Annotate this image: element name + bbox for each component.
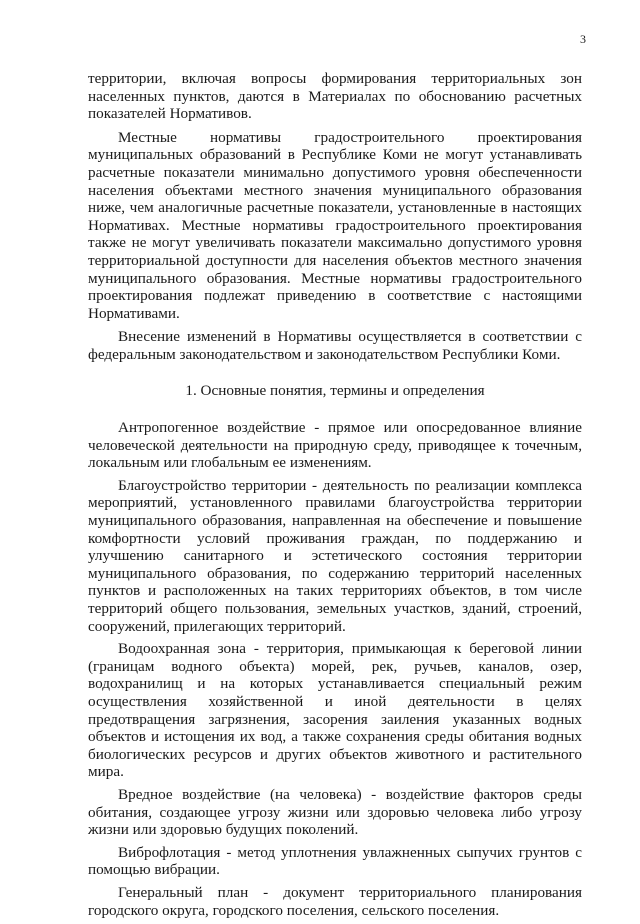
definition-vibroflotation: Виброфлотация - метод уплотнения увлажненных сыпучих грунтов с помощью вибрации. [88,843,582,879]
definition-harmful-impact: Вредное воздействие (на человека) - воздействие факторов среды обитания, создающее угрозу жизни или здоровью человека либо угрозу жизни или здоровью будущих поколений. [88,785,582,839]
document-body [88,70,582,924]
definitions-list [88,419,582,919]
page-number: 3 [580,32,586,46]
definition-anthropogenic-impact: Антропогенное воздействие - прямое или опосредованное влияние человеческой деятельности на природную среду, приводящее к точечным, локальным или глобальным ее изменениям. [88,419,582,472]
definition-water-protection-zone: Водоохранная зона - территория, примыкающая к береговой линии (границам водного объекта) морей, рек, ручьев, каналов, озер, водохранилищ и на которых устанавливается специальный режим осуществления хозяйственной и иной деятельности в целях предотвращения загрязнения, засорения заиления указанных водных объектов и истощения их вод, а также сохранения среды обитания водных биологических ресурсов и других объектов животного и растительного мира. [88,640,582,781]
intro-paragraph-amendments: Внесение изменений в Нормативы осуществляется в соответствии с федеральным законодательством и законодательством Республики Коми. [88,328,582,363]
definition-territory-improvement: Благоустройство территории - деятельность по реализации комплекса мероприятий, установленного правилами благоустройства территории муниципального образования, направленная на обеспечение и повышение комфортности условий проживания граждан, по поддержанию и улучшению санитарного и эстетического состояния территории муниципального образования, по содержанию территорий населенных пунктов и расположенных на таких территориях объектов, в том числе территорий общего пользования, земельных участков, зданий, строений, сооружений, прилегающих территорий. [88,476,582,635]
definition-master-plan: Генеральный план - документ территориального планирования городского округа, городского поселения, сельского поселения. [88,883,582,919]
intro-paragraph-continuation: территории, включая вопросы формирования территориальных зон населенных пунктов, даются в Материалах по обоснованию расчетных показателей Нормативов. [88,70,582,123]
section-heading: 1. Основные понятия, термины и определения [185,381,485,399]
intro-paragraph-local-norms: Местные нормативы градостроительного проектирования муниципальных образований в Республике Коми не могут устанавливать расчетные показатели минимально допустимого уровня обеспеченности населения объектами местного значения муниципального образования ниже, чем аналогичные расчетные показатели, установленные в настоящих Нормативах. Местные нормативы градостроительного проектирования также не могут увеличивать показатели максимально допустимого уровня территориальной доступности для населения объектов местного значения муниципального образования. Местные нормативы градостроительного проектирования подлежат приведению в соответствие с настоящими Нормативами. [88,128,582,322]
